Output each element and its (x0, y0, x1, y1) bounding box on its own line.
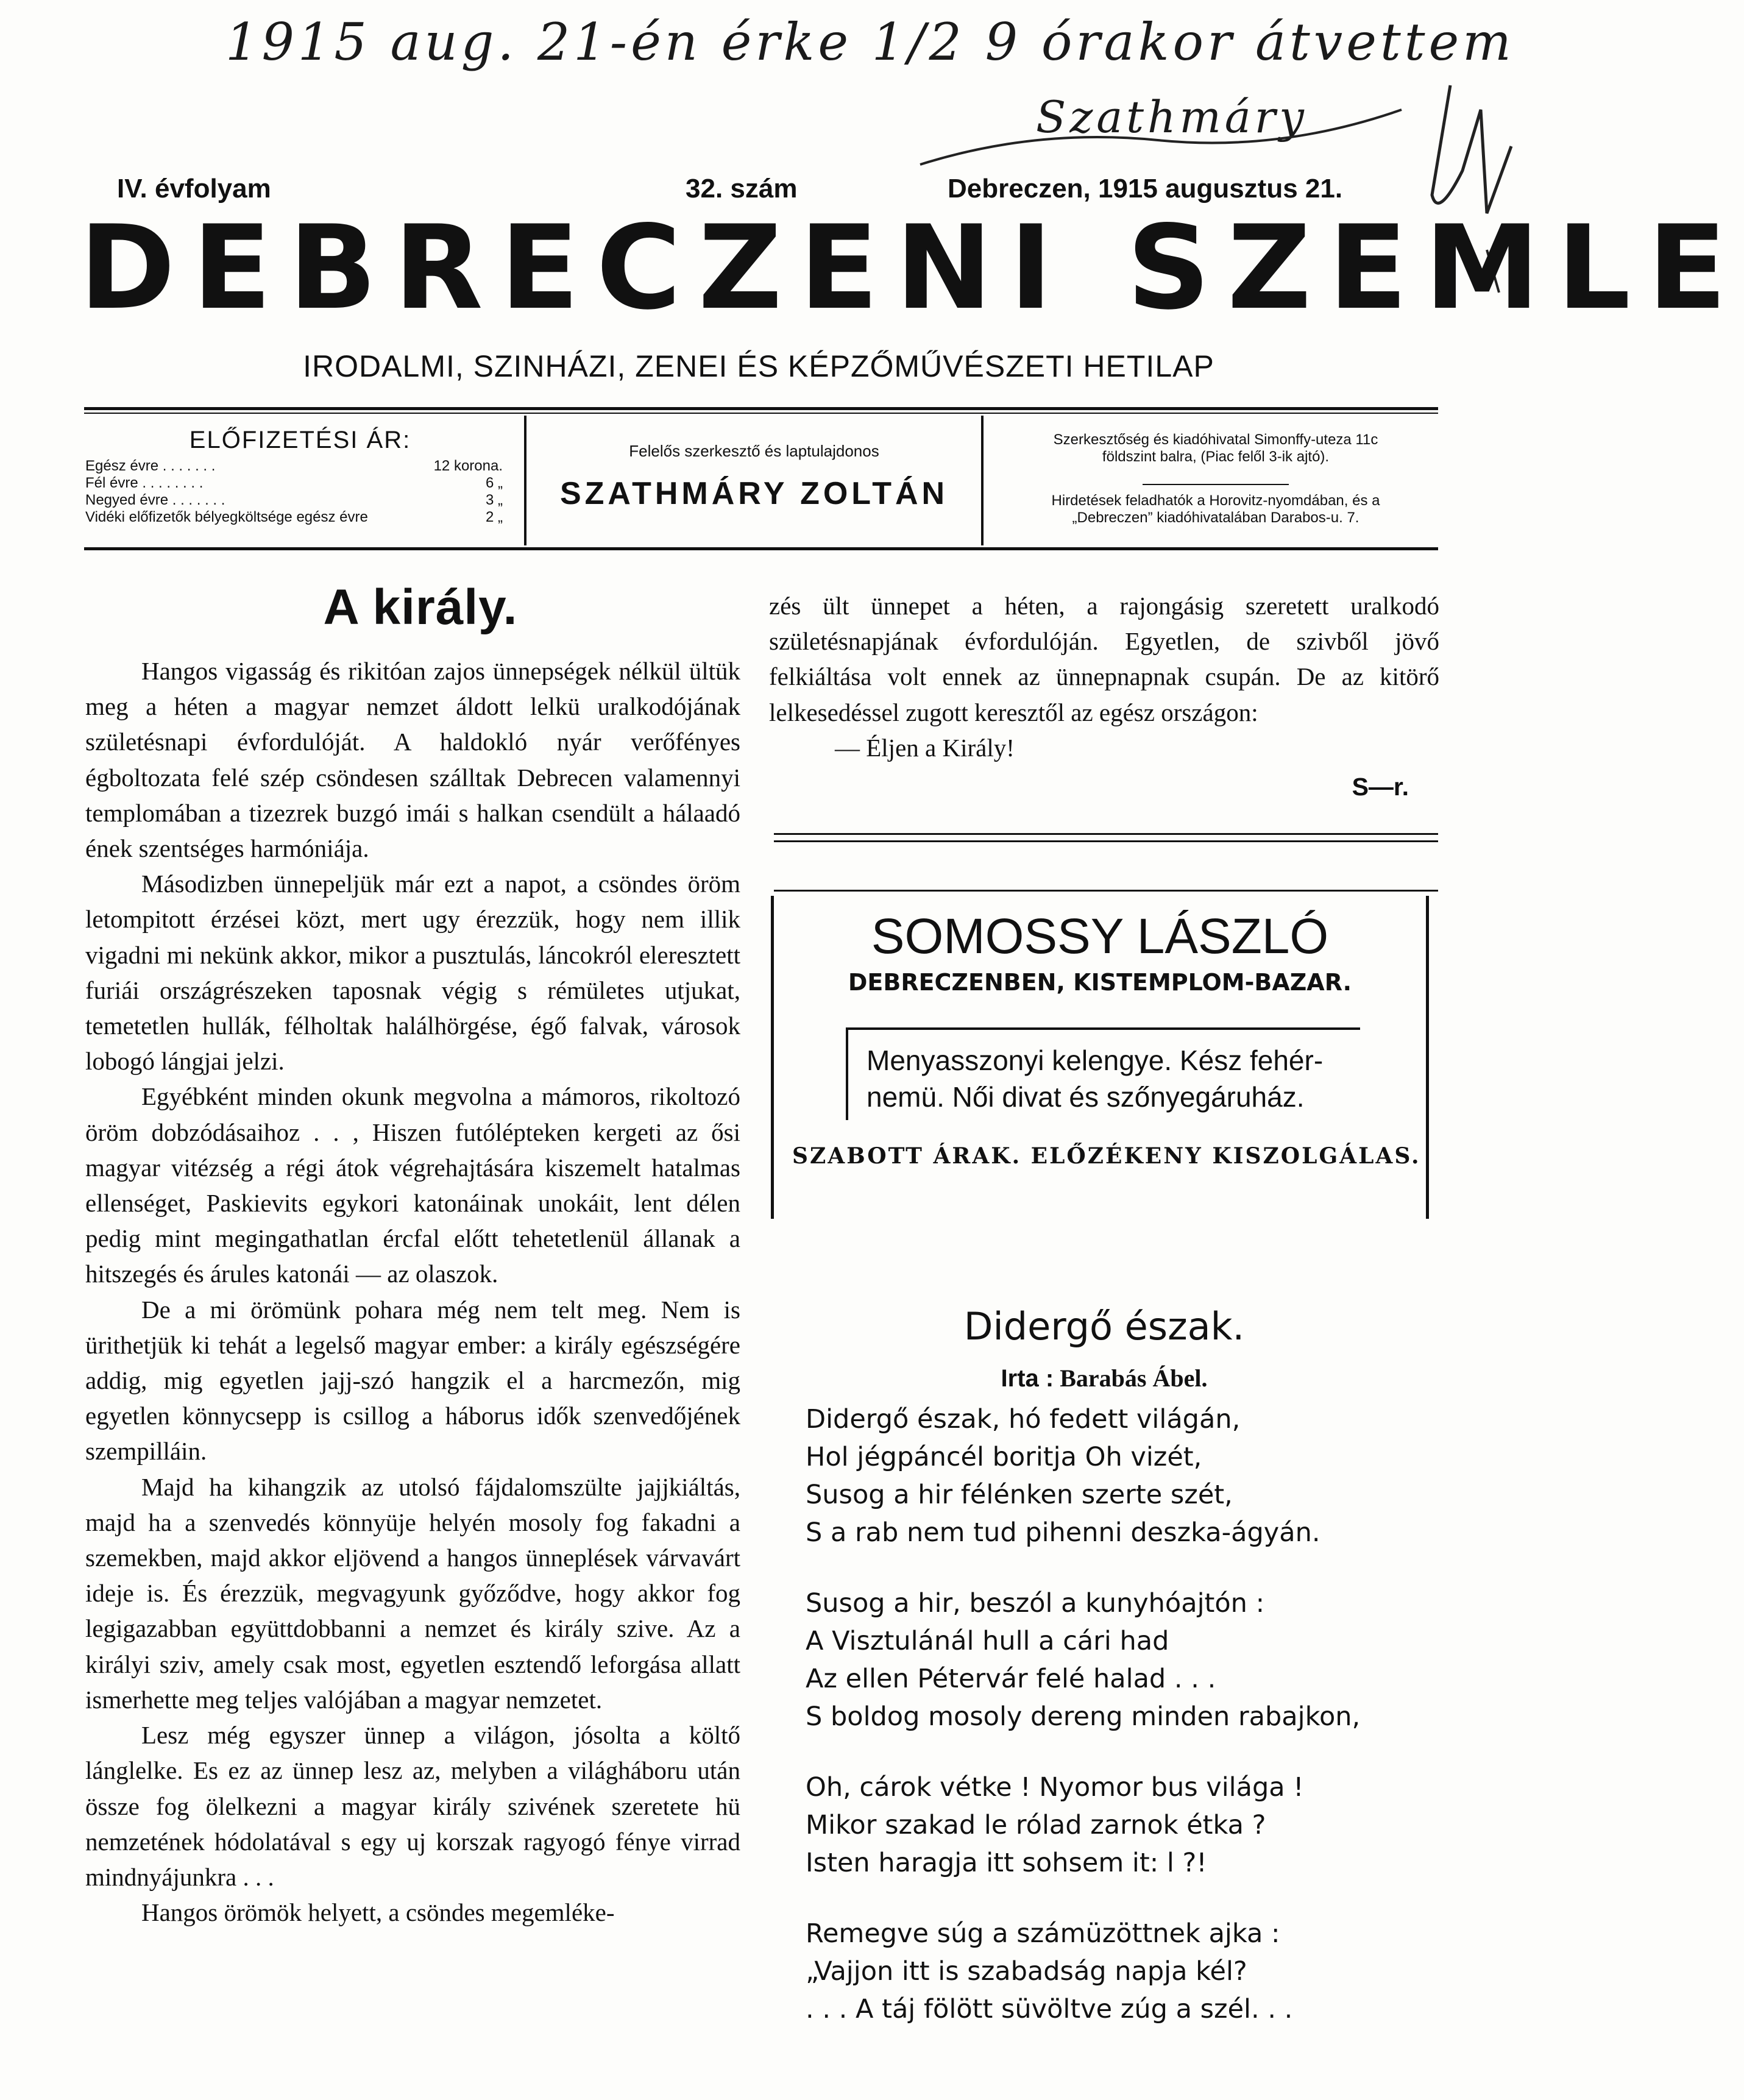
poem-stanza (806, 1400, 1439, 1552)
poem-line: Isten haragja itt sohsem it: l ?! (806, 1848, 1207, 1878)
separator-rule (774, 840, 1438, 842)
office-line-2: földszint balra, (Piac felől 3-ik ajtó). (1102, 449, 1330, 465)
article-paragraph: Majd ha kihangzik az utolsó fájdalomszülte jajjkiáltás, majd ha a szenvedés könnyüje helyén mosoly fog fakadni a szemekben, majd akkor eljövend a hangos ünneplések várvavárt ideje is. És érezzük, megvagyunk győződve, hogy akkor fog legigazabban együttdobbanni a nemzet és király szive. Az a királyi sziv, amely csak most, egyetlen esztendő leforgása allatt ismerhette meg teljes valójában a magyar nemzetet. (85, 1472, 740, 1714)
article-signature: S—r. (1352, 773, 1409, 801)
subscription-price: 3 „ (485, 492, 503, 508)
handwritten-note: 1915 aug. 21-én érke 1/2 9 órakor átvettem (225, 12, 1515, 72)
office-line-4: „Debreczen” kiadóhivatalában Darabos-u. 7. (1072, 509, 1359, 526)
editor-label: Felelős szerkesztő és laptulajdonos (629, 442, 879, 460)
continuation-text: zés ült ünnepet a héten, a rajongásig szeretett uralkodó születésnapjának évfordulóján. Egyetlen, de szivből jövő felkiáltása volt ennek az ünnepnapnak csupán. De az kitörő lelkesedéssel zugott keresztől az egész országon: (769, 592, 1439, 726)
article-paragraph: Hangos örömök helyett, a csöndes megemléke- (141, 1898, 615, 1927)
subscription-label: Fél évre . . . . . . . . (85, 475, 204, 491)
place-date: Debreczen, 1915 augusztus 21. (948, 174, 1343, 204)
subscription-heading: ELŐFIZETÉSI ÁR: (189, 427, 411, 453)
article-paragraph: De a mi örömünk pohara még nem telt meg. Nem is ürithetjük ki tehát a legelső magyar ember: a király egészségére addig, mig egyetlen jajj-szó hangzik el a harcmezőn, mig egyetlen könnycsepp is csillog a háborus idők szenvedőjének szempilláin. (85, 1295, 740, 1466)
volume: IV. évfolyam (117, 174, 271, 204)
poem-line: Didergő észak, hó fedett világán, (806, 1404, 1241, 1435)
poem-line: S boldog mosoly dereng minden rabajkon, (806, 1701, 1361, 1732)
subscription-row (85, 492, 515, 509)
article-paragraph: Egyébként minden okunk megvolna a mámoros, rikoltozó öröm dobzódásaihoz . . , Hiszen futólépteken kergeti az ősi magyar vitézség a régi átok végrehajtására kiszemelt hatalmas ellenséget, Paskievits egykori katonáinak unokáit, lent délen pedig mint megingathatlan ércfal előtt tehetetlenül állanak a hitszegés és árules katonái — az olaszok. (85, 1082, 740, 1288)
article-title: A király. (323, 580, 518, 635)
poem-line: Oh, cárok vétke ! Nyomor bus világa ! (806, 1772, 1304, 1803)
advert-address: DEBRECZENBEN, KISTEMPLOM-BAZAR. (848, 969, 1352, 996)
poem-line: Mikor szakad le rólad zarnok étka ? (806, 1810, 1266, 1840)
poem-byline (769, 1364, 1439, 1392)
subscription-label: Vidéki előfizetők bélyegköltsége egész évre (85, 509, 368, 525)
top-rule-thin (84, 413, 1438, 414)
poem-stanza (806, 1915, 1439, 2028)
advert-line-1: Menyasszonyi kelengye. Kész fehér- (867, 1045, 1324, 1076)
top-rule (84, 407, 1438, 410)
poem-line: S a rab nem tud pihenni deszka-ágyán. (806, 1517, 1320, 1548)
article-paragraph: Lesz még egyszer ünnep a világon, jósolta a költő lánglelke. Es ez az ünnep lesz az, melyben a világháboru után össze fog ölelkezni a magyar király szivének szeretete hü nemzetének hódolatával s egy uj korszak ragyogó fénye virrad mindnyájunkra . . . (85, 1721, 740, 1891)
subscription-price: 6 „ (485, 475, 503, 491)
article-paragraph: Hangos vigasság és rikitóan zajos ünnepségek nélkül ültük meg a héten a magyar nemzet áldott lelkü uralkodójának születésnapi évfordulóját. A haldokló nyár verőfényes égboltozata felé szép csöndesen szálltak Debrecen valamennyi templomában a tizezrek buzgó imái s halkan csendült a hálaadó ének szentséges harmóniája. (85, 657, 740, 863)
poem-body (806, 1400, 1439, 2061)
article-paragraph: Másodizben ünnepeljük már ezt a napot, a csöndes öröm letompitott érzései közt, mert ugy érezzük, hogy nem illik vigadni mi nekünk akkor, mikor a pusztulás, láncokról eleresztett furiái országrészeken taposnak végig s rémületes utjukat, temetetlen hullák, félholtak halálhörgése, égő falvak, városok lobogó lángjai jelzi. (85, 870, 740, 1076)
subscription-price: 2 „ (485, 509, 503, 525)
poem-stanza (806, 1768, 1439, 1882)
handwritten-signature: Szathmáry (1036, 91, 1308, 143)
poem-stanza (806, 1584, 1439, 1736)
poem-line: Hol jégpáncél boritja Oh vizét, (806, 1442, 1202, 1472)
office-line-3: Hirdetések feladhatók a Horovitz-nyomdában, és a (1051, 492, 1380, 509)
poem-line: „Vajjon itt is szabadság napja kél? (806, 1956, 1247, 1987)
poem-author: Barabás Ábel. (1060, 1364, 1208, 1392)
poem-line: Az ellen Pétervár felé halad . . . (806, 1664, 1216, 1694)
poem-line: A Visztulánál hull a cári had (806, 1626, 1169, 1656)
masthead-subtitle: IRODALMI, SZINHÁZI, ZENEI ÉS KÉPZŐMŰVÉSZETI HETILAP (303, 349, 1214, 383)
office-line-1: Szerkesztőség és kiadóhivatal Simonffy-uteza 11c (1053, 431, 1378, 448)
subscription-row (85, 475, 515, 492)
article-continuation (769, 588, 1439, 804)
editor-box (530, 442, 978, 512)
advert-line-2: nemü. Női divat és szőnyegáruház. (867, 1081, 1305, 1113)
poem-line: Remegve súg a számüzöttnek ajka : (806, 1918, 1280, 1949)
masthead-title: DEBRECZENI SZEMLE (79, 200, 1744, 335)
issue-number: 32. szám (686, 174, 798, 204)
poem-line: . . . A táj fölött süvöltve zúg a szél. . . (806, 1994, 1293, 2024)
poem-line: Susog a hir, beszól a kunyhóajtón : (806, 1588, 1265, 1619)
subscription-row (85, 509, 515, 526)
poem-title: Didergő észak. (963, 1304, 1245, 1349)
subscription-box (85, 427, 515, 526)
article-body (85, 653, 740, 1930)
band-divider-left (524, 416, 526, 545)
subscription-rows (85, 458, 515, 526)
poem-line: Susog a hir félénken szerte szét, (806, 1480, 1233, 1510)
advert-inner-box (846, 1027, 1360, 1120)
bottom-rule (84, 547, 1438, 550)
subscription-label: Negyed évre . . . . . . . (85, 492, 225, 508)
separator-rule (774, 890, 1438, 892)
subscription-row (85, 458, 515, 475)
advert-slogan: SZABOTT ÁRAK. ELŐZÉKENY KISZOLGÁLAS. (792, 1143, 1421, 1169)
advert-name: SOMOSSY LÁSZLÓ (871, 909, 1329, 964)
subscription-label: Egész évre . . . . . . . (85, 458, 216, 474)
band-divider-right (981, 416, 984, 545)
advert-box (771, 896, 1429, 1219)
office-box (990, 431, 1441, 527)
poem-byline-prefix: Irta : (1001, 1365, 1054, 1392)
editor-name: SZATHMÁRY ZOLTÁN (559, 476, 949, 511)
separator-rule (774, 833, 1438, 835)
article-cheer: — Éljen a Király! (835, 733, 1015, 762)
subscription-price: 12 korona. (433, 458, 503, 474)
